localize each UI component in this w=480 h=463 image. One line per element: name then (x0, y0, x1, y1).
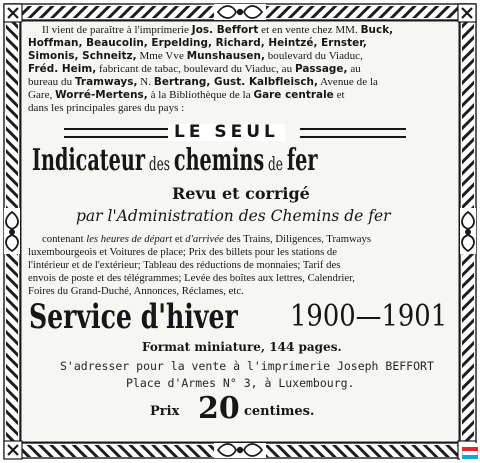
luxembourg-flag-icon (460, 443, 480, 463)
intro-line-6: Gare, Worré-Mertens, à la Bibliothèque de la Gare centrale et (28, 89, 345, 101)
price-unit: centimes. (244, 404, 315, 419)
par-administration: par l'Administration des Chemins de fer (76, 207, 391, 225)
service-d-hiver: Service d'hiver (29, 297, 238, 337)
contents-line-3: l'intérieur et de l'extérieur; Tableau des réductions de monnaies; Tarif des (28, 259, 341, 271)
format-miniature: Format miniature, 144 pages. (142, 340, 342, 354)
intro-line-7: dans les principales gares du pays : (28, 102, 185, 114)
intro-line-5: bureau du Tramways, N. Bertrang, Gust. Kalbfleisch, Avenue de la (28, 76, 378, 88)
address-line-1: S'adresser pour la vente à l'imprimerie Joseph BEFFORT (60, 359, 434, 373)
address-line-2: Place d'Armes N° 3, à Luxembourg. (126, 376, 355, 390)
price-amount: 20 (198, 391, 240, 426)
intro-line-4: Fréd. Heim, fabricant de tabac, boulevard du Viaduc, au Passage, au (28, 63, 361, 75)
revu-et-corrige: Revu et corrigé (172, 184, 310, 203)
season-years: 1900—1901 (290, 299, 448, 334)
flag-stripe-blue (462, 455, 478, 459)
contents-line-1: contenant les heures de départ et d'arrivée des Trains, Diligences, Tramways (42, 233, 372, 245)
contents-line-5: Foires du Grand-Duché, Annonces, Réclames, etc. (28, 285, 244, 297)
price-label: Prix (150, 404, 180, 419)
intro-line-1: Il vient de paraître à l'imprimerie Jos. Beffort et en vente chez MM. Buck, (42, 24, 394, 36)
intro-line-2: Hoffman, Beaucolin, Erpelding, Richard, Heintzé, Ernster, (28, 37, 367, 49)
banner-rule-right (300, 128, 406, 138)
intro-line-3: Simonis, Schneitz, Mme Vve Munshausen, boulevard du Viaduc, (28, 50, 363, 62)
headline-indicateur: Indicateur des chemins de fer (32, 143, 318, 178)
banner-rule-left (64, 128, 168, 138)
banner-le-seul: LE SEUL (168, 124, 285, 141)
contents-line-2: luxembourgeois et Voitures de place; Prix des billets pour les stations de (28, 246, 338, 258)
contents-line-4: envois de poste et des télégrammes; Levée des boîtes aux lettres, Calendrier, (28, 272, 355, 284)
